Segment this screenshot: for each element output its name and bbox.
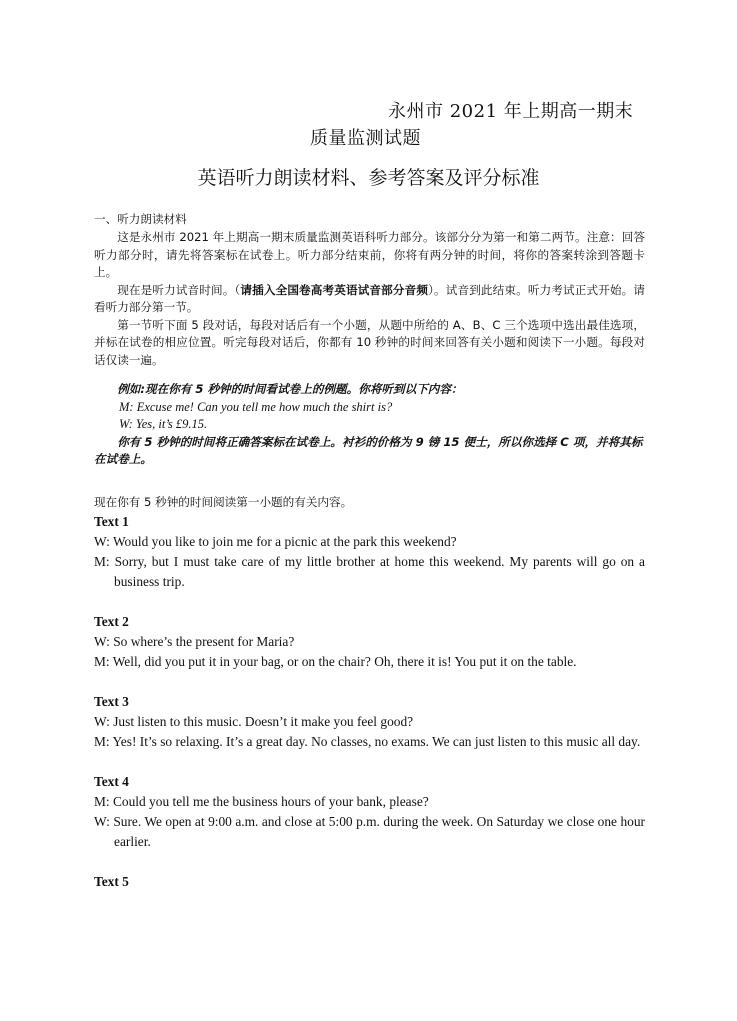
dialogue-block (94, 692, 645, 752)
dialogue-label: Text 3 (94, 694, 129, 709)
dialogue-line: M: Could you tell me the business hours of your bank, please? (94, 794, 429, 809)
example-block (94, 381, 645, 469)
dialogue-texts (94, 512, 645, 912)
dialogue-block (94, 512, 645, 592)
example-intro: 例如:现在你有 5 秒钟的时间看试卷上的例题。你将听到以下内容： (117, 382, 463, 396)
instruction-paragraph-section1: 第一节听下面 5 段对话，每段对话后有一个小题，从题中所给的 A、B、C 三个选项中选出最佳选项，并标在试卷的相应位置。听完每段对话后，你都有 10 秒钟的时间来回答有关小题和阅读下一小题。每段对话仅读一遍。 (94, 317, 645, 367)
dialogue-line: W: Sure. We open at 9:00 a.m. and close at 5:00 p.m. during the week. On Saturday we close one hour earlier. (94, 814, 645, 849)
dialogue-line: W: Would you like to join me for a picnic at the park this weekend? (94, 534, 457, 549)
dialogue-line: W: So where’s the present for Maria? (94, 634, 295, 649)
dialogue-line: W: Just listen to this music. Doesn’t it make you feel good? (94, 714, 414, 729)
document-subtitle: 英语听力朗读材料、参考答案及评分标准 (197, 167, 540, 189)
dialogue-label: Text 4 (94, 774, 129, 789)
instruction-paragraph-audio (94, 282, 645, 317)
dialogue-block (94, 872, 645, 892)
dialogue-block (94, 612, 645, 672)
audio-insert-note: 请插入全国卷高考英语试音部分音频 (240, 282, 429, 297)
dialogue-label: Text 1 (94, 514, 129, 529)
example-answer: 你有 5 秒钟的时间将正确答案标在试卷上。衬衫的价格为 9 镑 15 便士，所以你选择 C 项，并将其标在试卷上。 (94, 434, 643, 466)
document-title-line2: 质量监测试题 (310, 128, 421, 149)
audio-text-start: 现在是听力试音时间。（ (117, 282, 241, 297)
example-line-m: M: Excuse me! Can you tell me how much the shirt is? (119, 399, 393, 414)
dialogue-line: M: Well, did you put it in your bag, or on the chair? Oh, there it is! You put it on the table. (94, 654, 577, 669)
text1-intro: 现在你有 5 秒钟的时间阅读第一小题的有关内容。 (94, 495, 353, 509)
section-heading: 一、听力朗读材料 (94, 212, 187, 226)
dialogue-label: Text 2 (94, 614, 129, 629)
document-title-line1: 永州市 2021 年上期高一期末 (388, 101, 634, 122)
dialogue-line: M: Sorry, but I must take care of my little brother at home this weekend. My parents will go on a business trip. (94, 554, 645, 589)
example-line-w: W: Yes, it’s £9.15. (119, 417, 208, 431)
dialogue-line: M: Yes! It’s so relaxing. It’s a great day. No classes, no exams. We can just listen to this music all day. (94, 734, 641, 749)
audio-text-end: ）。试音到此结束。听力考试正式开始。请看听力部分第一节。 (94, 282, 645, 314)
dialogue-block (94, 772, 645, 852)
instruction-paragraph: 这是永州市 2021 年上期高一期末质量监测英语科听力部分。该部分分为第一和第二两节。注意：回答听力部分时，请先将答案标在试卷上。听力部分结束前，你将有两分钟的时间，将你的答案转涂到答题卡上。 (94, 230, 645, 279)
instructions-body (94, 229, 645, 369)
dialogue-label: Text 5 (94, 874, 129, 889)
